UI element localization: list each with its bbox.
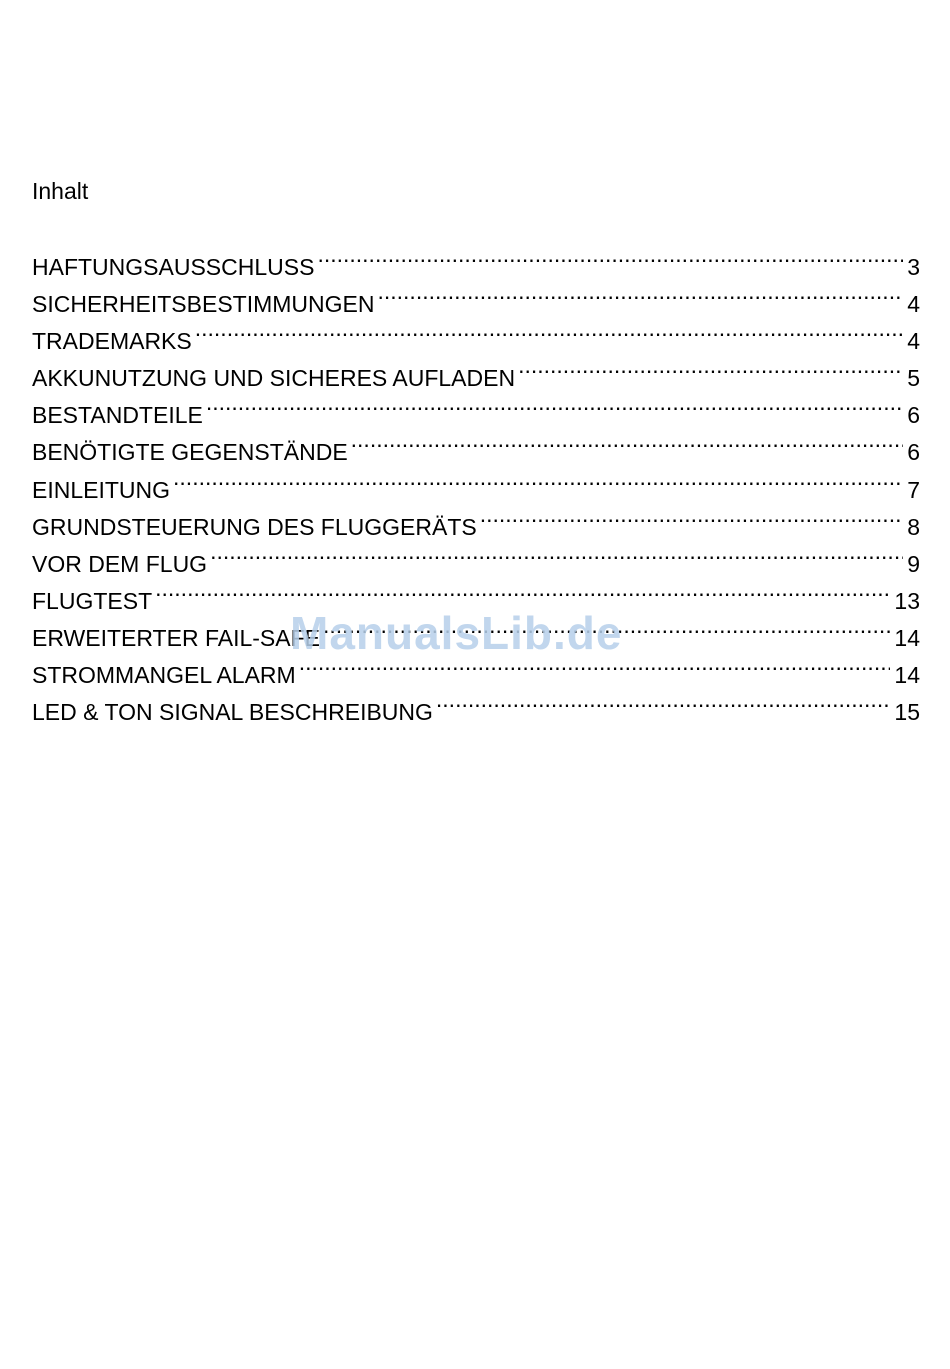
toc-dot-leader: [518, 356, 903, 386]
toc-dot-leader: [377, 282, 903, 312]
toc-page-number: 14: [894, 662, 920, 689]
toc-entry[interactable]: [32, 393, 920, 430]
toc-dot-leader: [323, 616, 890, 646]
toc-entry[interactable]: [32, 505, 920, 542]
toc-entry-title: BENÖTIGTE GEGENSTÄNDE: [32, 439, 348, 466]
toc-entry-title: GRUNDSTEUERUNG DES FLUGGERÄTS: [32, 513, 477, 540]
toc-entry[interactable]: [32, 245, 920, 282]
toc-page-number: 4: [907, 328, 920, 355]
toc-entry[interactable]: [32, 430, 920, 467]
toc-entry[interactable]: [32, 356, 920, 393]
toc-dot-leader: [173, 468, 903, 498]
toc-entry-title: AKKUNUTZUNG UND SICHERES AUFLADEN: [32, 365, 516, 392]
toc-entry[interactable]: [32, 616, 920, 653]
toc-dot-leader: [206, 393, 903, 423]
toc-page-number: 15: [894, 699, 920, 726]
toc-dot-leader: [210, 542, 903, 572]
toc-entry[interactable]: [32, 319, 920, 356]
toc-entry-title: LED & TON SIGNAL BESCHREIBUNG: [32, 699, 433, 726]
toc-dot-leader: [299, 653, 891, 683]
toc-page-number: 3: [907, 254, 920, 280]
toc-entry-title: SICHERHEITSBESTIMMUNGEN: [32, 291, 375, 318]
toc-entry-title: TRADEMARKS: [32, 328, 192, 355]
toc-page-number: 9: [907, 550, 920, 577]
toc-dot-leader: [480, 505, 903, 535]
toc-dot-leader: [436, 690, 891, 720]
toc-entry-title: STROMMANGEL ALARM: [32, 662, 296, 689]
toc-page-number: 7: [907, 476, 920, 503]
toc-entry[interactable]: [32, 282, 920, 319]
toc-entry-title: HAFTUNGSAUSSCHLUSS: [32, 254, 315, 280]
toc-page-number: 6: [907, 439, 920, 466]
toc-dot-leader: [195, 319, 903, 349]
toc-page-number: 6: [907, 402, 920, 429]
toc-entry-title: VOR DEM FLUG: [32, 550, 208, 577]
toc-dot-leader: [155, 579, 890, 609]
toc-entry-title: BESTANDTEILE: [32, 402, 203, 429]
toc-entry[interactable]: [32, 468, 920, 505]
toc-entry[interactable]: [32, 542, 920, 579]
toc-dot-leader: [351, 430, 904, 460]
toc-page-number: 13: [894, 587, 920, 614]
table-of-contents: [32, 245, 920, 727]
toc-entry-title: ERWEITERTER FAIL-SAFE: [32, 624, 320, 651]
toc-entry[interactable]: [32, 653, 920, 690]
toc-heading: Inhalt: [32, 178, 89, 204]
toc-entry[interactable]: [32, 690, 920, 727]
toc-dot-leader: [317, 245, 903, 275]
toc-page-number: 4: [907, 291, 920, 318]
toc-entry-title: FLUGTEST: [32, 587, 153, 614]
toc-entry[interactable]: [32, 579, 920, 616]
toc-page-number: 5: [907, 365, 920, 392]
toc-entry-title: EINLEITUNG: [32, 476, 171, 503]
toc-page-number: 8: [907, 513, 920, 540]
watermark-logo: ManualsLib.de: [290, 607, 623, 659]
toc-page-number: 14: [894, 624, 920, 651]
